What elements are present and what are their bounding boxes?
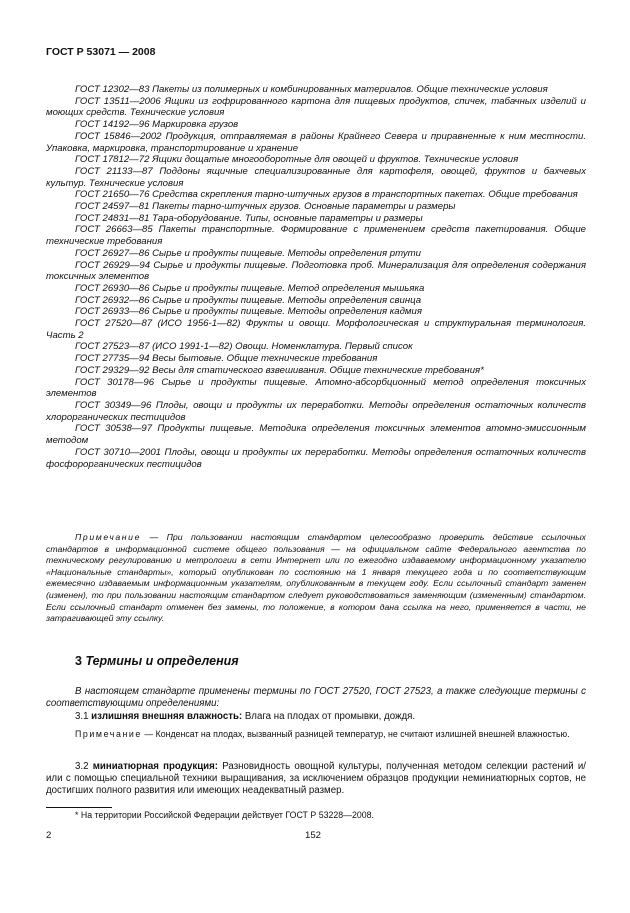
note-text: — При пользовании настоящим стандартом целесообразно проверить действие ссылочных стандартов в информационной системе общего пользования — на официальном сайте Федерального агентства по техническому регулированию и метрологии в сети Интернет или по ежегодно издаваемому информационному указателю «Национальные стандарты», который опубликован по состоянию на 1 января текущего года и по соответствующим ежемесячно издаваемым информационным указателям, опубликованным в текущем году. Если ссылочный стандарт заменен (изменен), то при пользовании настоящим стандартом следует руководствоваться заменяющим (измененным) стандартом. Если ссылочный стандарт отменен без замены, то положение, в котором дана ссылка на него, применяется в части, не затрагивающей эту ссылку. xyxy=(46,532,586,624)
reference-item: ГОСТ 27520—87 (ИСО 1956-1—82) Фрукты и овощи. Морфологическая и структуральная терминология. Часть 2 xyxy=(46,318,586,341)
reference-item: ГОСТ 21133—87 Поддоны ящичные специализированные для картофеля, овощей, фруктов и бахчевых культур. Технические условия xyxy=(46,165,586,189)
term-number: 3.1 xyxy=(75,711,89,722)
reference-item: ГОСТ 13511—2006 Ящики из гофрированного картона для пищевых продуктов, спичек, табачных изделий и моющих средств. Технические условия xyxy=(46,95,586,119)
term-3-1 xyxy=(46,711,586,723)
document-header: ГОСТ Р 53071 — 2008 xyxy=(46,46,156,58)
term-3-2 xyxy=(46,761,586,798)
reference-item: ГОСТ 30538—97 Продукты пищевые. Методика определения токсичных элементов атомно-эмиссионным методом xyxy=(46,423,586,447)
reference-item: ГОСТ 24831—81 Тара-оборудование. Типы, основные параметры и размеры xyxy=(75,212,423,224)
term-note xyxy=(46,729,586,741)
footnote-divider xyxy=(46,807,112,808)
reference-item: ГОСТ 26929—94 Сырье и продукты пищевые. Подготовка проб. Минерализация для определения содержания токсичных элементов xyxy=(46,259,586,283)
reference-item: ГОСТ 26930—86 Сырье и продукты пищевые. Метод определения мышьяка xyxy=(75,282,425,294)
reference-item: ГОСТ 24597—81 Пакеты тарно-штучных грузов. Основные параметры и размеры xyxy=(75,201,456,213)
note-label: Примечание xyxy=(75,532,142,542)
reference-item: ГОСТ 26663—85 Пакеты транспортные. Формирование с применением средств пакетирования. Общие технические требования xyxy=(46,224,586,248)
reference-item: ГОСТ 14192—96 Маркировка грузов xyxy=(75,119,239,131)
term-name: излишняя внешняя влажность: xyxy=(91,711,243,722)
reference-item: ГОСТ 30349—96 Плоды, овощи и продукты их переработки. Методы определения остаточных количеств хлорорганических пестицидов xyxy=(46,399,586,423)
reference-item: ГОСТ 30178—96 Сырье и продукты пищевые. Атомно-абсорбционный метод определения токсичных элементов xyxy=(46,376,586,400)
reference-item: ГОСТ 12302—83 Пакеты из полимерных и комбинированных материалов. Общие технические условия xyxy=(75,84,548,95)
normative-references-list xyxy=(46,84,586,470)
term-definition: Влага на плодах от промывки, дождя. xyxy=(242,711,416,722)
reference-item: ГОСТ 15846—2002 Продукция, отправляемая в районы Крайнего Севера и приравненные к ним местности. Упаковка, маркировка, транспортирование и хранение xyxy=(46,130,586,154)
section-title: Термины и определения xyxy=(85,654,239,668)
reference-item: ГОСТ 26933—86 Сырье и продукты пищевые. Методы определения кадмия xyxy=(75,306,422,318)
page-number: 2 xyxy=(46,830,52,841)
footnote: * На территории Российской Федерации действует ГОСТ Р 53228—2008. xyxy=(75,810,374,820)
reference-item: ГОСТ 27523—87 (ИСО 1991-1—82) Овощи. Номенклатура. Первый список xyxy=(75,341,413,353)
reference-item: ГОСТ 27735—94 Весы бытовые. Общие технические требования xyxy=(75,353,378,365)
reference-item: ГОСТ 17812—72 Ящики дощатые многооборотные для овощей и фруктов. Технические условия xyxy=(75,154,519,166)
sheet-number: 152 xyxy=(305,830,322,841)
reference-item: ГОСТ 26932—86 Сырье и продукты пищевые. Методы определения свинца xyxy=(75,294,422,306)
section-heading xyxy=(75,654,239,668)
section-number: 3 xyxy=(75,654,82,668)
note-label: Примечание xyxy=(75,729,142,739)
term-name: миниатюрная продукция: xyxy=(92,761,219,772)
term-definition: Разновидность овощной культуры, полученная методом селекции растений и/или с помощью специальной техники выращивания, за исключением образцов продукции неминиатюрных сортов, не достигших полного развития или имеющих неадекватный размер. xyxy=(46,761,586,797)
references-note xyxy=(46,532,586,625)
section-intro: В настоящем стандарте применены термины по ГОСТ 27520, ГОСТ 27523, а также следующие термины с соответствующими определениями: xyxy=(46,686,586,710)
reference-item: ГОСТ 21650—76 Средства скрепления тарно-штучных грузов в транспортных пакетах. Общие требования xyxy=(75,189,578,201)
reference-item: ГОСТ 26927—86 Сырье и продукты пищевые. Методы определения ртути xyxy=(75,247,421,259)
note-text: — Конденсат на плодах, вызванный разницей температур, не считают излишней внешней влажностью. xyxy=(141,729,570,739)
term-number: 3.2 xyxy=(75,761,89,772)
reference-item: ГОСТ 30710—2001 Плоды, овощи и продукты их переработки. Методы определения остаточных количеств фосфорорганических пестицидов xyxy=(46,446,586,470)
reference-item: ГОСТ 29329—92 Весы для статического взвешивания. Общие технические требования* xyxy=(75,364,484,376)
